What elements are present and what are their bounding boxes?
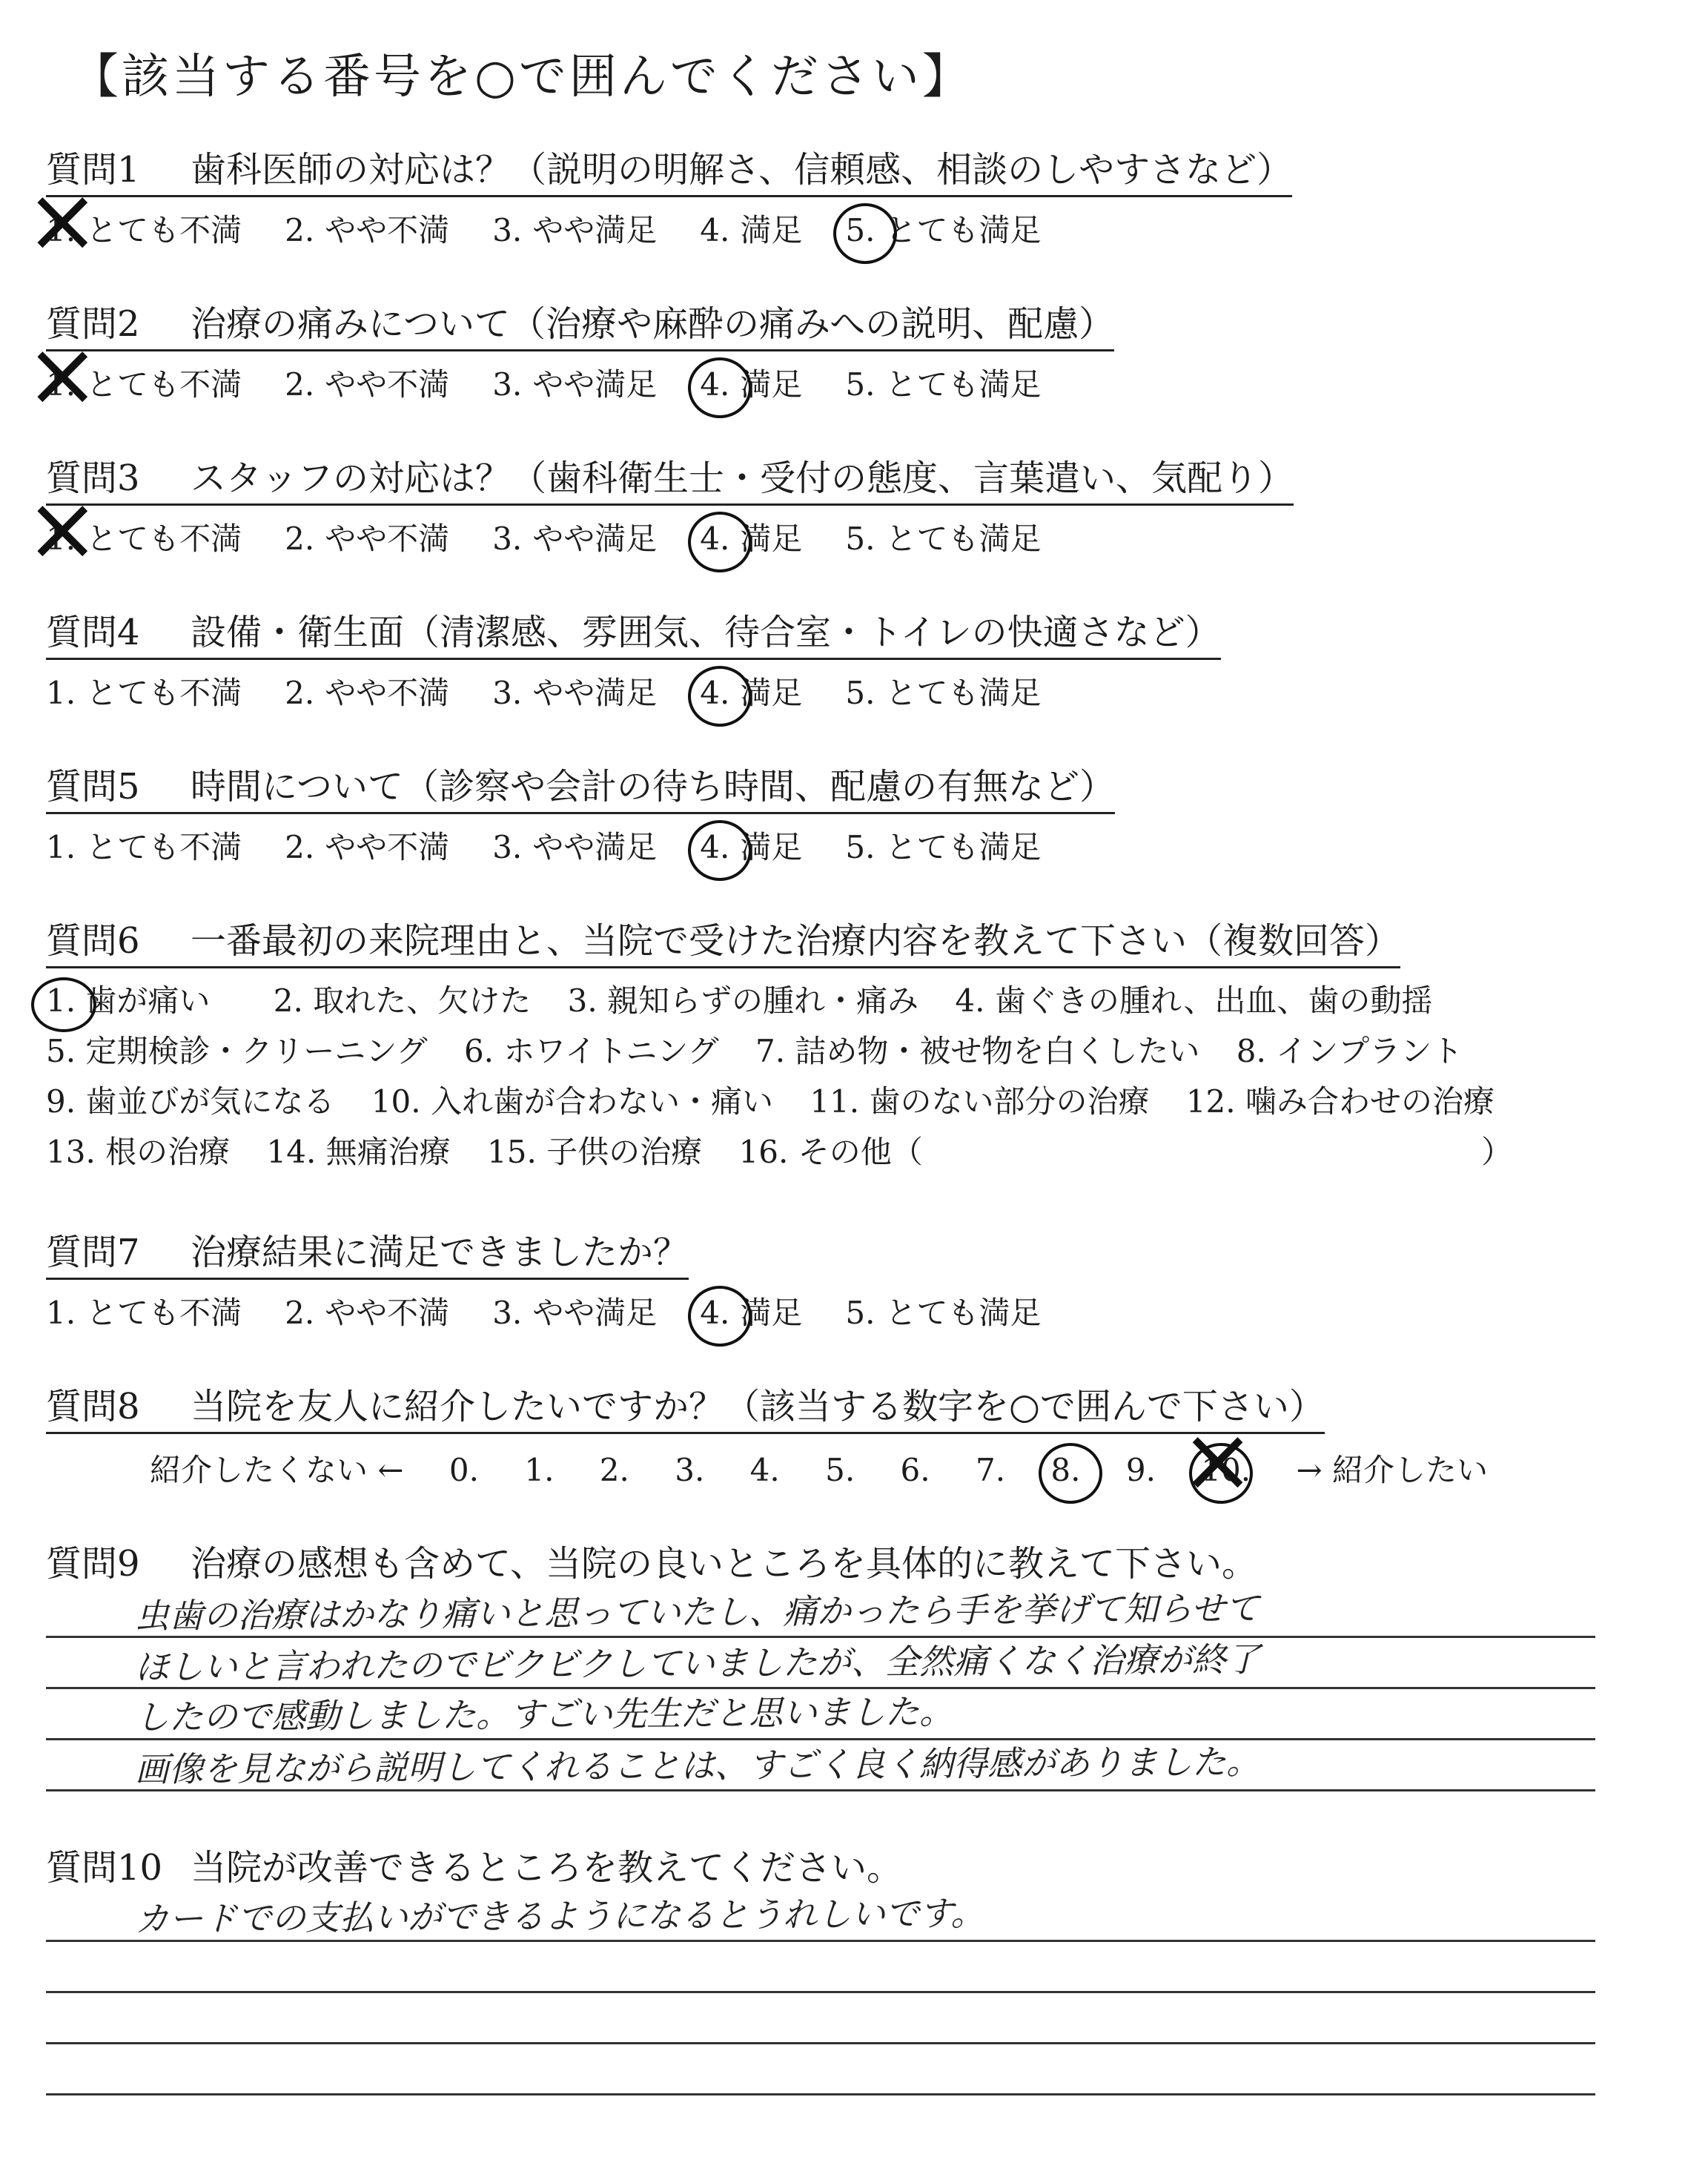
- question-3: [46, 449, 1454, 559]
- question-5-heading: [46, 758, 1115, 814]
- q6-option-15[interactable]: 15. 子供の治療: [487, 1134, 703, 1170]
- question-9-text: 治療の感想も含めて、当院の良いところを具体的に教えて下さい。: [191, 1543, 1258, 1585]
- scale-2[interactable]: 2.: [599, 1452, 629, 1488]
- q3-option-4[interactable]: 4. 満足: [700, 521, 803, 557]
- q6-option-5[interactable]: 5. 定期検診・クリーニング: [46, 1033, 428, 1069]
- q2-option-2[interactable]: 2. やや不満: [285, 366, 450, 403]
- scale-5[interactable]: 5.: [825, 1452, 855, 1488]
- question-2-heading: [46, 295, 1114, 351]
- answer-line: [46, 1587, 1595, 1638]
- question-6-options: [46, 976, 1677, 1178]
- question-9-answer[interactable]: [46, 1587, 1595, 1791]
- q5-option-1[interactable]: 1. とても不満: [46, 829, 242, 865]
- q6-option-4[interactable]: 4. 歯ぐきの腫れ、出血、歯の動揺: [955, 982, 1433, 1019]
- question-1: [46, 141, 1454, 251]
- page-title: 【該当する番号を○で囲んでください】: [71, 50, 973, 105]
- q5-option-4[interactable]: 4. 満足: [700, 829, 803, 865]
- answer-line: [46, 1689, 1595, 1740]
- q7-option-2[interactable]: 2. やや不満: [285, 1295, 450, 1331]
- q6-row-3: [46, 1077, 1677, 1127]
- q1-option-3[interactable]: 3. やや満足: [492, 212, 658, 248]
- q4-option-1[interactable]: 1. とても不満: [46, 675, 242, 711]
- answer-line: [46, 1891, 1595, 1942]
- handwritten-text: 画像を見ながら説明してくれることは、すごく良く納得感がありました。: [134, 1741, 1261, 1790]
- question-5-options: [46, 823, 1454, 868]
- q6-row-2: [46, 1026, 1677, 1077]
- scale-10[interactable]: 10. ×: [1201, 1452, 1251, 1488]
- q1-option-1[interactable]: 1. × とても不満: [46, 206, 242, 251]
- scale-1[interactable]: 1.: [524, 1452, 555, 1488]
- q3-option-2[interactable]: 2. やや不満: [285, 521, 450, 557]
- q1-option-5[interactable]: 5. とても満足: [845, 212, 1042, 248]
- question-3-heading: [46, 449, 1294, 506]
- q6-option-1[interactable]: 1. 歯が痛い: [46, 976, 236, 1026]
- question-1-text: 歯科医師の対応は？（説明の明解さ、信頼感、相談のしやすさなど）: [191, 149, 1293, 191]
- question-7-label: 質問7: [46, 1232, 140, 1273]
- scale-4[interactable]: 4.: [749, 1452, 780, 1488]
- q4-option-4[interactable]: 4. 満足: [700, 675, 803, 711]
- q6-option-8[interactable]: 8. インプラント: [1236, 1033, 1463, 1069]
- question-1-label: 質問1: [46, 149, 140, 191]
- question-10-answer[interactable]: [46, 1891, 1595, 2095]
- q6-option-13[interactable]: 13. 根の治療: [46, 1134, 231, 1170]
- scale-left-label: 紹介したくない ←: [150, 1452, 404, 1488]
- q2-option-3[interactable]: 3. やや満足: [492, 366, 658, 403]
- q6-option-7[interactable]: 7. 詰め物・被せ物を白くしたい: [755, 1033, 1200, 1069]
- question-2-label: 質問2: [46, 303, 140, 345]
- q6-other-close-paren: ）: [1481, 1134, 1513, 1170]
- question-9-heading: [46, 1535, 1257, 1589]
- q5-option-2[interactable]: 2. やや不満: [285, 829, 450, 865]
- q3-option-1[interactable]: 1. × とても不満: [46, 515, 242, 559]
- question-4-label: 質問4: [46, 612, 140, 653]
- q6-option-14[interactable]: 14. 無痛治療: [266, 1134, 451, 1170]
- question-8-label: 質問8: [46, 1386, 140, 1427]
- q6-option-6[interactable]: 6. ホワイトニング: [463, 1033, 719, 1069]
- answer-line: [46, 1993, 1595, 2044]
- question-4: [46, 604, 1454, 713]
- q1-option-4[interactable]: 4. 満足: [700, 212, 803, 248]
- q5-option-3[interactable]: 3. やや満足: [492, 829, 658, 865]
- question-3-options: [46, 515, 1454, 559]
- q7-option-3[interactable]: 3. やや満足: [492, 1295, 658, 1331]
- question-7-heading: [46, 1223, 689, 1280]
- question-2-options: [46, 360, 1454, 405]
- question-4-heading: [46, 604, 1221, 660]
- q1-option-2[interactable]: 2. やや不満: [285, 212, 450, 248]
- q4-option-3[interactable]: 3. やや満足: [492, 675, 658, 711]
- q6-option-10[interactable]: 10. 入れ歯が合わない・痛い: [371, 1083, 773, 1120]
- q2-option-5[interactable]: 5. とても満足: [845, 366, 1042, 403]
- question-10-text: 当院が改善できるところを教えてください。: [191, 1847, 903, 1889]
- question-8-heading: [46, 1378, 1325, 1434]
- question-7-text: 治療結果に満足できましたか？: [191, 1232, 689, 1273]
- scale-3[interactable]: 3.: [675, 1452, 705, 1488]
- question-8: [46, 1378, 1488, 1490]
- q7-option-5[interactable]: 5. とても満足: [845, 1295, 1042, 1331]
- handwritten-text: 虫歯の治療はかなり痛いと思っていたし、痛かったら手を挙げて知らせて: [134, 1588, 1260, 1636]
- q4-option-5[interactable]: 5. とても満足: [845, 675, 1042, 711]
- handwritten-text: カードでの支払いができるようになるとうれしいです。: [134, 1892, 985, 1940]
- question-9-label: 質問9: [46, 1543, 140, 1585]
- question-8-scale: [46, 1446, 1488, 1490]
- q2-option-1[interactable]: 1. × とても不満: [46, 360, 242, 405]
- question-6-text: 一番最初の来院理由と、当院で受けた治療内容を教えて下さい（複数回答）: [191, 920, 1401, 962]
- question-3-label: 質問3: [46, 458, 140, 499]
- answer-line: [46, 1638, 1595, 1689]
- question-5: [46, 758, 1454, 868]
- q6-option-16[interactable]: 16. その他（: [738, 1134, 923, 1170]
- question-4-options: [46, 669, 1454, 713]
- q4-option-2[interactable]: 2. やや不満: [285, 675, 450, 711]
- question-2: [46, 295, 1454, 405]
- scale-8[interactable]: 8.: [1050, 1452, 1081, 1488]
- question-6-label: 質問6: [46, 920, 140, 962]
- q6-row-1: [46, 976, 1677, 1026]
- handwritten-text: したので感動しました。すごい先生だと思いました。: [134, 1691, 954, 1737]
- question-10: [46, 1839, 1454, 1893]
- question-6: [46, 912, 1513, 1178]
- question-2-text: 治療の痛みについて（治療や麻酔の痛みへの説明、配慮）: [191, 303, 1115, 345]
- q6-option-12[interactable]: 12. 噛み合わせの治療: [1185, 1083, 1494, 1120]
- q7-option-4[interactable]: 4. 満足: [700, 1295, 803, 1331]
- question-7: [46, 1223, 1454, 1333]
- q6-option-11[interactable]: 11. 歯のない部分の治療: [810, 1083, 1150, 1120]
- question-5-text: 時間について（診察や会計の待ち時間、配慮の有無など）: [191, 766, 1116, 807]
- q5-option-5[interactable]: 5. とても満足: [845, 829, 1042, 865]
- q6-option-9[interactable]: 9. 歯並びが気になる: [46, 1083, 335, 1120]
- q3-option-5[interactable]: 5. とても満足: [845, 521, 1042, 557]
- q2-option-4[interactable]: 4. 満足: [700, 366, 803, 403]
- question-7-options: [46, 1289, 1454, 1333]
- question-3-text: スタッフの対応は？（歯科衛生士・受付の態度、言葉遣い、気配り）: [191, 458, 1294, 499]
- question-10-label: 質問10: [46, 1847, 163, 1889]
- question-1-options: [46, 206, 1454, 251]
- question-6-heading: [46, 912, 1400, 968]
- scale-9[interactable]: 9.: [1125, 1452, 1156, 1488]
- question-1-heading: [46, 141, 1292, 197]
- q6-option-2[interactable]: 2. 取れた、欠けた: [273, 982, 532, 1019]
- q7-option-1[interactable]: 1. とても不満: [46, 1295, 242, 1331]
- question-5-label: 質問5: [46, 766, 140, 807]
- scale-right-label: → 紹介したい: [1296, 1452, 1488, 1488]
- scale-6[interactable]: 6.: [900, 1452, 930, 1488]
- handwritten-text: ほしいと言われたのでビクビクしていましたが、全然痛くなく治療が終了: [134, 1639, 1261, 1688]
- question-4-text: 設備・衛生面（清潔感、雰囲気、待合室・トイレの快適さなど）: [191, 612, 1221, 653]
- answer-line: [46, 2044, 1595, 2095]
- question-8-text: 当院を友人に紹介したいですか？（該当する数字を○で囲んで下さい）: [191, 1386, 1325, 1427]
- question-10-heading: [46, 1839, 902, 1893]
- answer-line: [46, 1740, 1595, 1791]
- answer-line: [46, 1942, 1595, 1993]
- q3-option-3[interactable]: 3. やや満足: [492, 521, 658, 557]
- scale-7[interactable]: 7.: [975, 1452, 1006, 1488]
- q6-row-4: [46, 1127, 1677, 1178]
- q6-option-3[interactable]: 3. 親知らずの腫れ・痛み: [567, 982, 919, 1019]
- scale-0[interactable]: 0.: [448, 1452, 479, 1488]
